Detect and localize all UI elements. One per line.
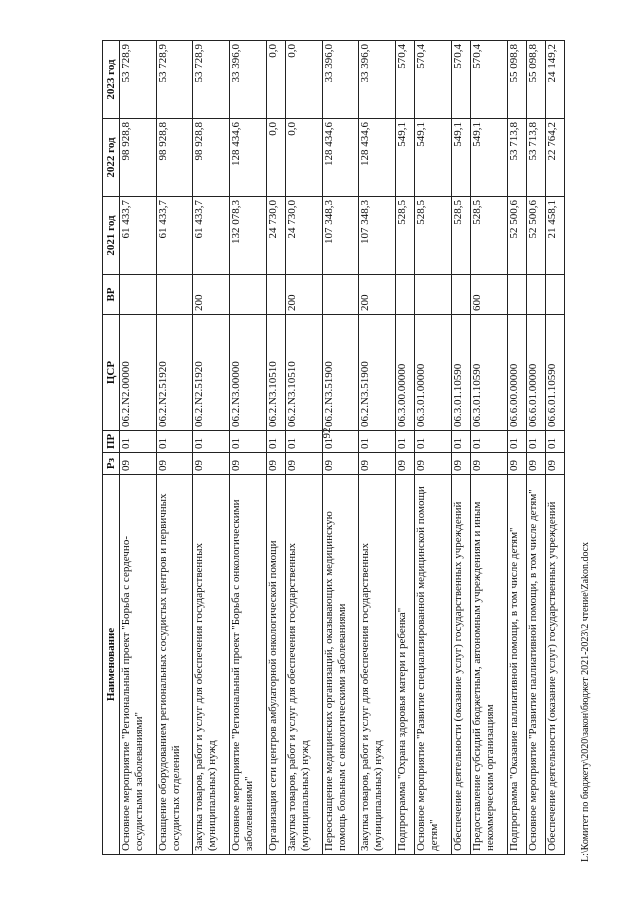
row-2023: 55 098,8 bbox=[526, 41, 545, 119]
row-vr bbox=[230, 275, 267, 315]
row-rz: 09 bbox=[156, 453, 193, 475]
row-pr: 01 bbox=[396, 431, 415, 453]
row-2021: 528,5 bbox=[471, 197, 508, 275]
table-row bbox=[545, 41, 564, 855]
row-rz: 09 bbox=[451, 453, 470, 475]
row-name: Закупка товаров, работ и услуг для обеспечения государственных (муниципальных) нужд bbox=[193, 475, 230, 855]
row-name: Основное мероприятие "Региональный проект "Борьба с сердечно-сосудистыми заболеваниями" bbox=[120, 475, 157, 855]
row-pr: 01 bbox=[471, 431, 508, 453]
page-number: 92 bbox=[321, 427, 333, 439]
table-row bbox=[156, 41, 193, 855]
row-vr bbox=[415, 275, 452, 315]
table-row bbox=[266, 41, 285, 855]
footer-file-path: L:\Комитет по бюджету\2020\закон\бюджет 2021-2023\2 чтение\Zakon.docx bbox=[580, 542, 591, 862]
row-rz: 09 bbox=[471, 453, 508, 475]
row-2022: 53 713,8 bbox=[507, 119, 526, 197]
row-csr: 06.3.01.00000 bbox=[415, 315, 452, 431]
table-row bbox=[507, 41, 526, 855]
row-rz: 09 bbox=[396, 453, 415, 475]
row-rz: 09 bbox=[359, 453, 396, 475]
row-pr: 01 bbox=[230, 431, 267, 453]
row-2022: 128 434,6 bbox=[322, 119, 359, 197]
row-name: Основное мероприятие "Региональный проект "Борьба с онкологическими заболеваниями" bbox=[230, 475, 267, 855]
row-vr: 600 bbox=[471, 275, 508, 315]
row-csr: 06.6.01.10590 bbox=[545, 315, 564, 431]
row-2021: 107 348,3 bbox=[322, 197, 359, 275]
row-2021: 107 348,3 bbox=[359, 197, 396, 275]
row-pr: 01 bbox=[415, 431, 452, 453]
table-row bbox=[526, 41, 545, 855]
budget-table bbox=[102, 40, 565, 855]
row-2022: 128 434,6 bbox=[230, 119, 267, 197]
row-2023: 570,4 bbox=[451, 41, 470, 119]
row-2022: 0,0 bbox=[285, 119, 322, 197]
table-body bbox=[120, 41, 565, 855]
table-row bbox=[322, 41, 359, 855]
table-row bbox=[285, 41, 322, 855]
table-row bbox=[359, 41, 396, 855]
row-2021: 528,5 bbox=[396, 197, 415, 275]
row-name: Оснащение оборудованием региональных сосудистых центров и первичных сосудистых отделений bbox=[156, 475, 193, 855]
row-2023: 53 728,9 bbox=[120, 41, 157, 119]
row-vr: 200 bbox=[285, 275, 322, 315]
row-pr: 01 bbox=[266, 431, 285, 453]
row-rz: 09 bbox=[285, 453, 322, 475]
row-2021: 61 433,7 bbox=[193, 197, 230, 275]
row-name: Обеспечение деятельности (оказание услуг) государственных учреждений bbox=[451, 475, 470, 855]
row-csr: 06.2.N3.00000 bbox=[230, 315, 267, 431]
row-pr: 01 bbox=[545, 431, 564, 453]
row-2021: 52 500,6 bbox=[507, 197, 526, 275]
row-2021: 528,5 bbox=[451, 197, 470, 275]
row-vr bbox=[507, 275, 526, 315]
row-vr bbox=[545, 275, 564, 315]
row-2022: 549,1 bbox=[415, 119, 452, 197]
row-vr bbox=[322, 275, 359, 315]
row-rz: 09 bbox=[120, 453, 157, 475]
row-pr: 01 bbox=[322, 431, 359, 453]
row-2023: 33 396,0 bbox=[359, 41, 396, 119]
row-pr: 01 bbox=[285, 431, 322, 453]
row-2023: 570,4 bbox=[471, 41, 508, 119]
row-2022: 549,1 bbox=[451, 119, 470, 197]
row-csr: 06.3.01.10590 bbox=[451, 315, 470, 431]
row-rz: 09 bbox=[230, 453, 267, 475]
row-rz: 09 bbox=[526, 453, 545, 475]
table-row bbox=[415, 41, 452, 855]
row-pr: 01 bbox=[156, 431, 193, 453]
row-vr bbox=[451, 275, 470, 315]
row-pr: 01 bbox=[359, 431, 396, 453]
row-csr: 06.3.00.00000 bbox=[396, 315, 415, 431]
row-2021: 61 433,7 bbox=[120, 197, 157, 275]
row-rz: 09 bbox=[545, 453, 564, 475]
row-name: Закупка товаров, работ и услуг для обеспечения государственных (муниципальных) нужд bbox=[359, 475, 396, 855]
row-pr: 01 bbox=[451, 431, 470, 453]
table-row bbox=[120, 41, 157, 855]
row-csr: 06.6.00.00000 bbox=[507, 315, 526, 431]
row-name: Основное мероприятие "Развитие специализированной медицинской помощи детям" bbox=[415, 475, 452, 855]
table-row bbox=[396, 41, 415, 855]
row-rz: 09 bbox=[507, 453, 526, 475]
table-row bbox=[230, 41, 267, 855]
row-2021: 528,5 bbox=[415, 197, 452, 275]
row-vr bbox=[156, 275, 193, 315]
row-pr: 01 bbox=[507, 431, 526, 453]
row-2022: 98 928,8 bbox=[156, 119, 193, 197]
row-pr: 01 bbox=[526, 431, 545, 453]
row-name: Организация сети центров амбулаторной онкологической помощи bbox=[266, 475, 285, 855]
budget-table-container bbox=[102, 40, 565, 855]
row-csr: 06.2.N3.51900 bbox=[322, 315, 359, 431]
row-rz: 09 bbox=[193, 453, 230, 475]
row-2021: 61 433,7 bbox=[156, 197, 193, 275]
row-name: Основное мероприятие "Развитие паллиативной помощи, в том числе детям" bbox=[526, 475, 545, 855]
table-row bbox=[451, 41, 470, 855]
row-2023: 570,4 bbox=[415, 41, 452, 119]
row-csr: 06.2.N2.51920 bbox=[156, 315, 193, 431]
header-csr: ЦСР bbox=[103, 315, 120, 431]
row-pr: 01 bbox=[120, 431, 157, 453]
table-row bbox=[193, 41, 230, 855]
row-vr bbox=[526, 275, 545, 315]
row-name: Переоснащение медицинских организаций, оказывающих медицинскую помощь больным с онкологическими заболеваниями bbox=[322, 475, 359, 855]
row-csr: 06.2.N2.00000 bbox=[120, 315, 157, 431]
row-csr: 06.2.N3.51900 bbox=[359, 315, 396, 431]
header-2023: 2023 год bbox=[103, 41, 120, 119]
row-2022: 98 928,8 bbox=[193, 119, 230, 197]
row-2023: 0,0 bbox=[266, 41, 285, 119]
row-2023: 0,0 bbox=[285, 41, 322, 119]
table-row bbox=[471, 41, 508, 855]
row-2022: 128 434,6 bbox=[359, 119, 396, 197]
row-csr: 06.2.N3.10510 bbox=[285, 315, 322, 431]
row-2023: 53 728,9 bbox=[156, 41, 193, 119]
row-2021: 21 458,1 bbox=[545, 197, 564, 275]
row-2022: 53 713,8 bbox=[526, 119, 545, 197]
header-vr: ВР bbox=[103, 275, 120, 315]
row-rz: 09 bbox=[266, 453, 285, 475]
row-2023: 24 149,2 bbox=[545, 41, 564, 119]
header-2022: 2022 год bbox=[103, 119, 120, 197]
row-vr: 200 bbox=[193, 275, 230, 315]
row-2021: 24 730,0 bbox=[266, 197, 285, 275]
row-rz: 09 bbox=[415, 453, 452, 475]
row-2023: 53 728,9 bbox=[193, 41, 230, 119]
row-csr: 06.2.N3.10510 bbox=[266, 315, 285, 431]
row-2021: 132 078,3 bbox=[230, 197, 267, 275]
row-name: Подпрограмма "Охрана здоровья матери и ребенка" bbox=[396, 475, 415, 855]
row-name: Закупка товаров, работ и услуг для обеспечения государственных (муниципальных) нужд bbox=[285, 475, 322, 855]
row-2022: 549,1 bbox=[471, 119, 508, 197]
row-csr: 06.3.01.10590 bbox=[471, 315, 508, 431]
row-csr: 06.6.01.00000 bbox=[526, 315, 545, 431]
header-pr: ПР bbox=[103, 431, 120, 453]
table-header-row bbox=[103, 41, 120, 855]
row-2021: 52 500,6 bbox=[526, 197, 545, 275]
row-2023: 33 396,0 bbox=[230, 41, 267, 119]
row-pr: 01 bbox=[193, 431, 230, 453]
row-2022: 0,0 bbox=[266, 119, 285, 197]
row-vr bbox=[120, 275, 157, 315]
row-vr: 200 bbox=[359, 275, 396, 315]
row-name: Обеспечение деятельности (оказание услуг) государственных учреждений bbox=[545, 475, 564, 855]
row-name: Предоставление субсидий бюджетным, автономным учреждениям и иным некоммерческим организациям bbox=[471, 475, 508, 855]
row-2021: 24 730,0 bbox=[285, 197, 322, 275]
header-name: Наименование bbox=[103, 475, 120, 855]
header-2021: 2021 год bbox=[103, 197, 120, 275]
row-2022: 549,1 bbox=[396, 119, 415, 197]
row-2023: 33 396,0 bbox=[322, 41, 359, 119]
row-csr: 06.2.N2.51920 bbox=[193, 315, 230, 431]
row-2022: 22 764,2 bbox=[545, 119, 564, 197]
row-vr bbox=[266, 275, 285, 315]
row-2022: 98 928,8 bbox=[120, 119, 157, 197]
row-2023: 570,4 bbox=[396, 41, 415, 119]
row-name: Подпрограмма "Оказание паллиативной помощи, в том числе детям" bbox=[507, 475, 526, 855]
header-rz: Рз bbox=[103, 453, 120, 475]
row-rz: 09 bbox=[322, 453, 359, 475]
row-vr bbox=[396, 275, 415, 315]
row-2023: 55 098,8 bbox=[507, 41, 526, 119]
